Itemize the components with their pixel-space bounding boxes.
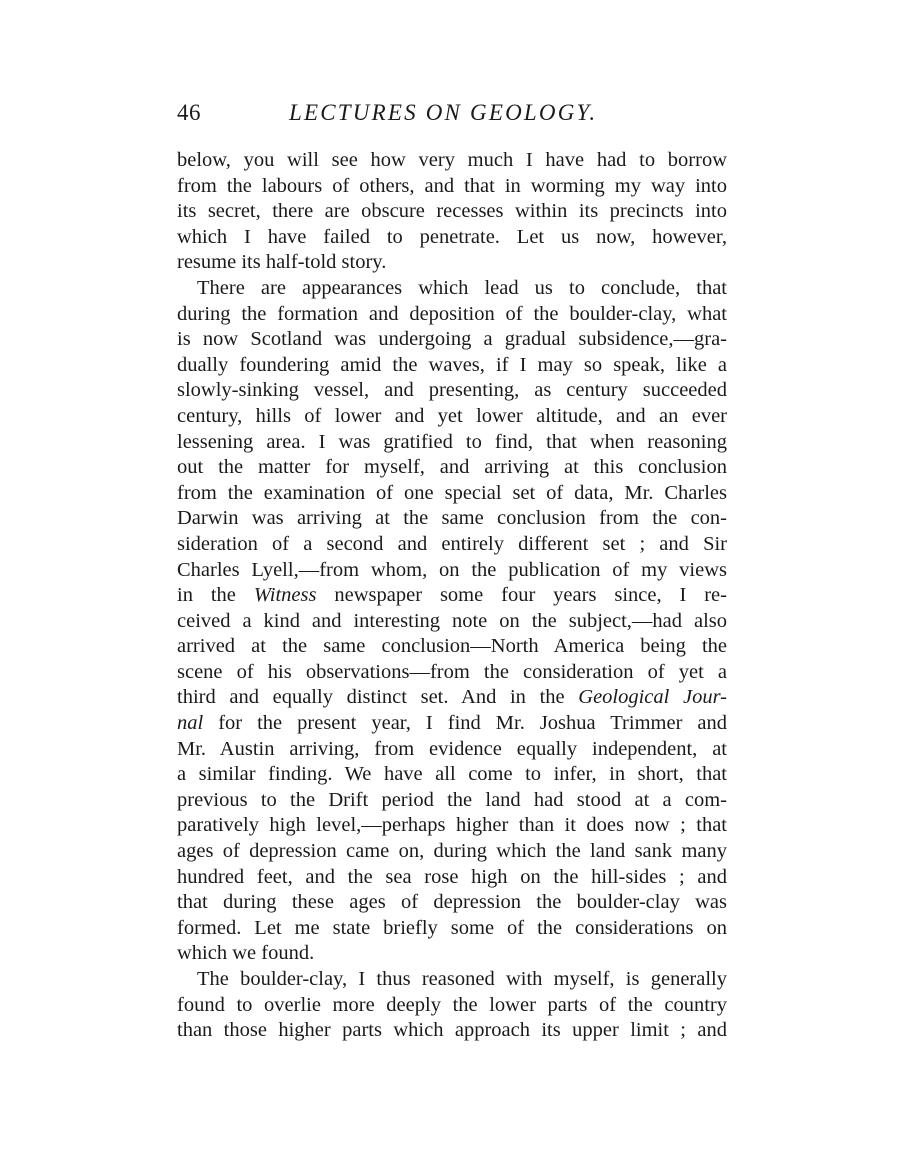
text-line — [177, 353, 727, 379]
text-line — [177, 993, 727, 1019]
text-line — [177, 481, 727, 507]
text-segment: hundred feet, and the sea rose high on the hill-sides ; and — [177, 865, 727, 888]
text-segment: that during these ages of depression the boulder-clay was — [177, 891, 727, 914]
text-line — [177, 916, 727, 942]
text-segment: third and equally distinct set. And in the — [177, 686, 579, 709]
text-line — [177, 762, 727, 788]
text-line — [177, 302, 727, 328]
text-segment: dually foundering amid the waves, if I may so speak, like a — [177, 353, 727, 376]
text-segment: lessening area. I was gratified to find, that when reasoning — [177, 430, 727, 453]
text-line — [177, 583, 727, 609]
text-line — [177, 788, 727, 814]
italic-text: nal — [177, 712, 204, 735]
text-segment: resume its half-told story. — [177, 251, 387, 274]
text-line — [177, 890, 727, 916]
page-header — [177, 100, 727, 134]
text-segment: for the present year, I find Mr. Joshua Trimmer and — [203, 712, 727, 735]
text-segment: than those higher parts which approach its upper limit ; and — [177, 1019, 727, 1042]
text-line — [177, 199, 727, 225]
text-line — [177, 276, 727, 302]
text-segment: There are appearances which lead us to conclude, that — [197, 276, 727, 299]
text-segment: in the — [177, 584, 254, 607]
text-line — [177, 813, 727, 839]
text-line — [177, 1018, 727, 1044]
text-segment: ages of depression came on, during which the land sank many — [177, 840, 727, 863]
text-line — [177, 609, 727, 635]
text-segment: ceived a kind and interesting note on the subject,—had also — [177, 609, 727, 632]
page-number: 46 — [177, 100, 201, 125]
italic-text: Witness — [253, 584, 317, 607]
text-segment: a similar finding. We have all come to infer, in short, that — [177, 763, 727, 786]
text-line — [177, 430, 727, 456]
text-segment: out the matter for myself, and arriving at this conclusion — [177, 456, 727, 479]
text-segment: slowly-sinking vessel, and presenting, as century succeeded — [177, 379, 727, 402]
text-segment: found to overlie more deeply the lower parts of the country — [177, 993, 727, 1016]
paragraph — [177, 148, 727, 276]
text-segment: Charles Lyell,—from whom, on the publication of my views — [177, 558, 727, 581]
text-segment: below, you will see how very much I have had to borrow — [177, 149, 727, 171]
text-line — [177, 506, 727, 532]
text-line — [177, 378, 727, 404]
text-segment: from the labours of others, and that in worming my way into — [177, 174, 727, 197]
text-segment: which we found. — [177, 942, 315, 965]
text-line — [177, 327, 727, 353]
text-line — [177, 967, 727, 993]
text-line — [177, 532, 727, 558]
text-line — [177, 225, 727, 251]
text-segment: which I have failed to penetrate. Let us now, however, — [177, 225, 727, 248]
text-segment: scene of his observations—from the consideration of yet a — [177, 660, 727, 683]
text-line — [177, 404, 727, 430]
text-line — [177, 250, 727, 276]
text-segment: arrived at the same conclusion—North America being the — [177, 635, 727, 658]
italic-text: Geological Jour- — [578, 686, 727, 709]
text-line — [177, 455, 727, 481]
text-line — [177, 711, 727, 737]
text-segment: paratively high level,—perhaps higher than it does now ; that — [177, 814, 727, 837]
text-line — [177, 660, 727, 686]
text-segment: The boulder-clay, I thus reasoned with myself, is generally — [197, 968, 727, 990]
text-line — [177, 941, 727, 967]
text-line — [177, 737, 727, 763]
text-line — [177, 558, 727, 584]
text-segment: is now Scotland was undergoing a gradual subsidence,—gra- — [177, 328, 727, 351]
text-segment: formed. Let me state briefly some of the considerations on — [177, 916, 727, 939]
running-title: LECTURES ON GEOLOGY. — [289, 100, 598, 125]
text-line — [177, 634, 727, 660]
text-segment: Mr. Austin arriving, from evidence equally independent, at — [177, 737, 727, 760]
text-segment: during the formation and deposition of the boulder-clay, what — [177, 302, 727, 325]
text-segment: from the examination of one special set of data, Mr. Charles — [177, 481, 727, 504]
text-segment: its secret, there are obscure recesses within its precincts into — [177, 200, 727, 223]
text-line — [177, 174, 727, 200]
text-segment: sideration of a second and entirely different set ; and Sir — [177, 532, 727, 555]
paragraph — [177, 276, 727, 967]
text-segment: Darwin was arriving at the same conclusion from the con- — [177, 507, 727, 530]
paragraph — [177, 967, 727, 1044]
text-line — [177, 148, 727, 174]
body-text — [177, 148, 727, 1044]
text-segment: century, hills of lower and yet lower altitude, and an ever — [177, 404, 727, 427]
text-segment: newspaper some four years since, I re- — [316, 584, 727, 607]
text-line — [177, 685, 727, 711]
text-segment: previous to the Drift period the land had stood at a com- — [177, 788, 727, 811]
text-line — [177, 865, 727, 891]
text-line — [177, 839, 727, 865]
